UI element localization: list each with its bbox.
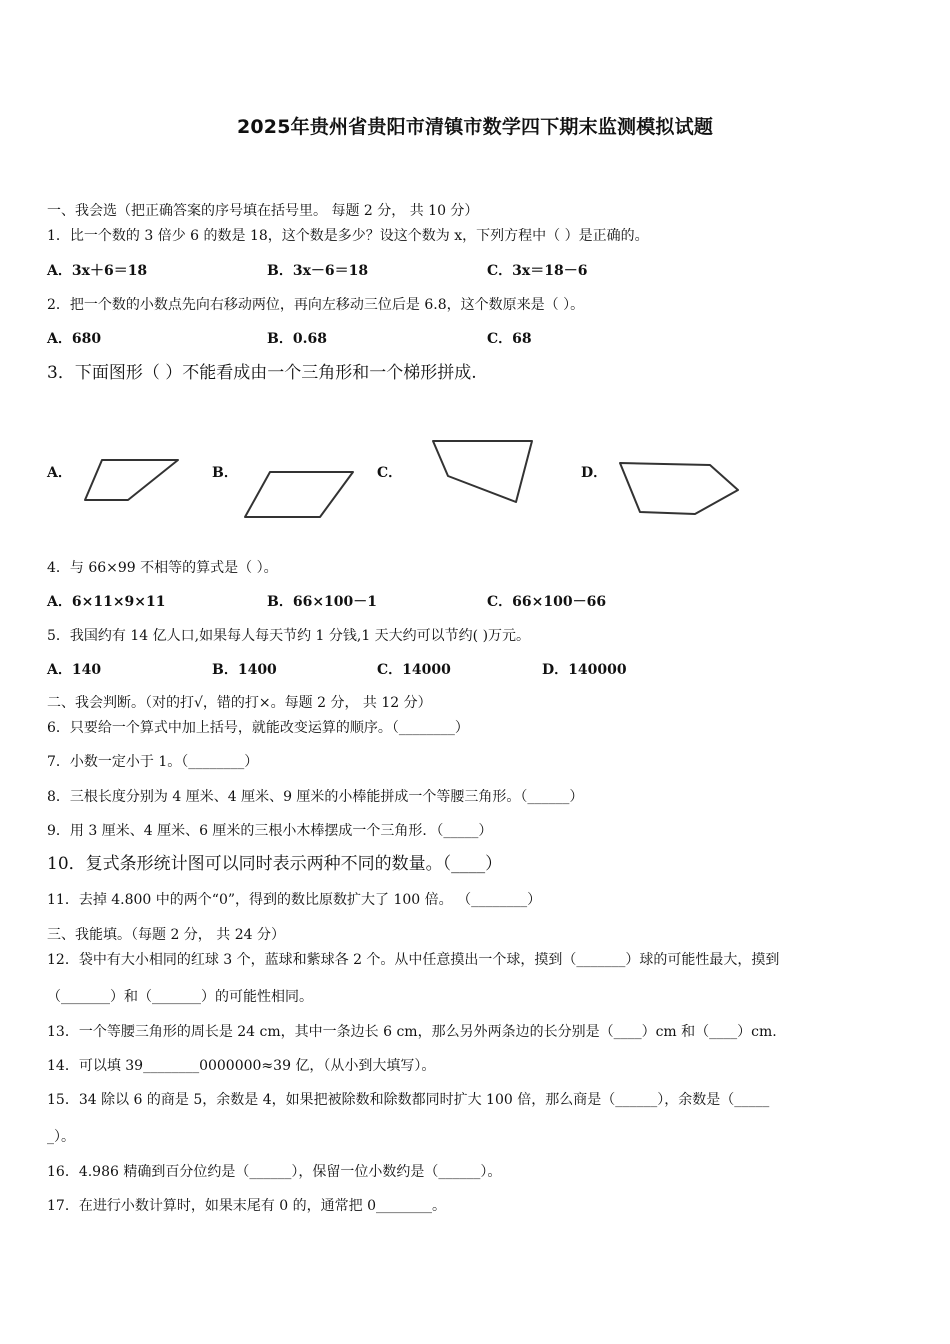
q2-option-c[interactable]: C．68 <box>487 331 532 347</box>
question-12-continued: （_______）和（_______）的可能性相同。 <box>47 989 313 1005</box>
question-5: 5．我国约有 14 亿人口,如果每人每天节约 1 分钱,1 天大约可以节约( )万元。 <box>47 628 531 644</box>
question-9: 9．用 3 厘米、4 厘米、6 厘米的三根小木棒摆成一个三角形．（_____） <box>47 823 493 839</box>
question-1: 1．比一个数的 3 倍少 6 的数是 18，这个数是多少？设这个数为 x，下列方程中（ ）是正确的。 <box>47 228 649 244</box>
question-8: 8．三根长度分别为 4 厘米、4 厘米、9 厘米的小棒能拼成一个等腰三角形。（______） <box>47 789 584 805</box>
q3-shape-a-parallelogram <box>80 455 185 505</box>
q5-option-a[interactable]: A．140 <box>47 662 102 678</box>
question-13: 13．一个等腰三角形的周长是 24 cm，其中一条边长 6 cm，那么另外两条边的长分别是（____）cm 和（____）cm. <box>47 1024 777 1040</box>
question-14: 14．可以填 39________0000000≈39 亿，（从小到大填写）。 <box>47 1058 436 1074</box>
question-4: 4．与 66×99 不相等的算式是（ ）。 <box>47 560 278 576</box>
question-2: 2．把一个数的小数点先向右移动两位，再向左移动三位后是 6.8，这个数原来是（ ）。 <box>47 297 585 313</box>
q5-option-d[interactable]: D．140000 <box>542 662 627 678</box>
question-11: 11．去掉 4.800 中的两个“0”，得到的数比原数扩大了 100 倍。 （________） <box>47 892 542 908</box>
q1-option-b[interactable]: B．3x－6＝18 <box>267 263 369 279</box>
question-15-continued: _）。 <box>47 1129 75 1145</box>
section-3-heading: 三、我能填。（每题 2 分， 共 24 分） <box>47 927 285 943</box>
question-6: 6．只要给一个算式中加上括号，就能改变运算的顺序。（________） <box>47 720 469 736</box>
q3-option-d[interactable]: D． <box>581 465 608 481</box>
q1-option-a[interactable]: A．3x＋6＝18 <box>47 263 148 279</box>
question-12: 12．袋中有大小相同的红球 3 个，蓝球和紫球各 2 个。从中任意摸出一个球，摸到（_______）球的可能性最大，摸到 <box>47 952 780 968</box>
q3-option-b[interactable]: B． <box>212 465 238 481</box>
q3-option-c[interactable]: C． <box>377 465 403 481</box>
q4-option-a[interactable]: A．6×11×9×11 <box>47 594 166 610</box>
q4-option-c[interactable]: C．66×100－66 <box>487 594 607 610</box>
q2-option-a[interactable]: A．680 <box>47 331 102 347</box>
q1-option-c[interactable]: C．3x＝18－6 <box>487 263 588 279</box>
q2-option-b[interactable]: B．0.68 <box>267 331 327 347</box>
q3-option-a[interactable]: A． <box>47 465 72 481</box>
section-2-heading: 二、我会判断。（对的打√，错的打×。每题 2 分， 共 12 分） <box>47 695 432 711</box>
page-title: 2025年贵州省贵阳市清镇市数学四下期末监测模拟试题 <box>236 116 714 138</box>
q3-shape-b-parallelogram <box>240 467 360 522</box>
question-10: 10．复式条形统计图可以同时表示两种不同的数量。（____） <box>47 854 503 874</box>
section-1-heading: 一、我会选（把正确答案的序号填在括号里。 每题 2 分， 共 10 分） <box>47 203 479 219</box>
question-16: 16．4.986 精确到百分位约是（______），保留一位小数约是（______）。 <box>47 1164 502 1180</box>
question-3: 3．下面图形（ ）不能看成由一个三角形和一个梯形拼成. <box>47 363 477 383</box>
q3-shape-d-pentagon <box>615 458 745 520</box>
q3-shape-c-quadrilateral <box>428 436 538 508</box>
question-15: 15．34 除以 6 的商是 5，余数是 4，如果把被除数和除数都同时扩大 100 倍，那么商是（______），余数是（_____ <box>47 1092 770 1108</box>
q5-option-b[interactable]: B．1400 <box>212 662 277 678</box>
q4-option-b[interactable]: B．66×100－1 <box>267 594 378 610</box>
question-7: 7．小数一定小于 1。（________） <box>47 754 259 770</box>
q5-option-c[interactable]: C．14000 <box>377 662 451 678</box>
question-17: 17．在进行小数计算时，如果末尾有 0 的，通常把 0________。 <box>47 1198 446 1214</box>
